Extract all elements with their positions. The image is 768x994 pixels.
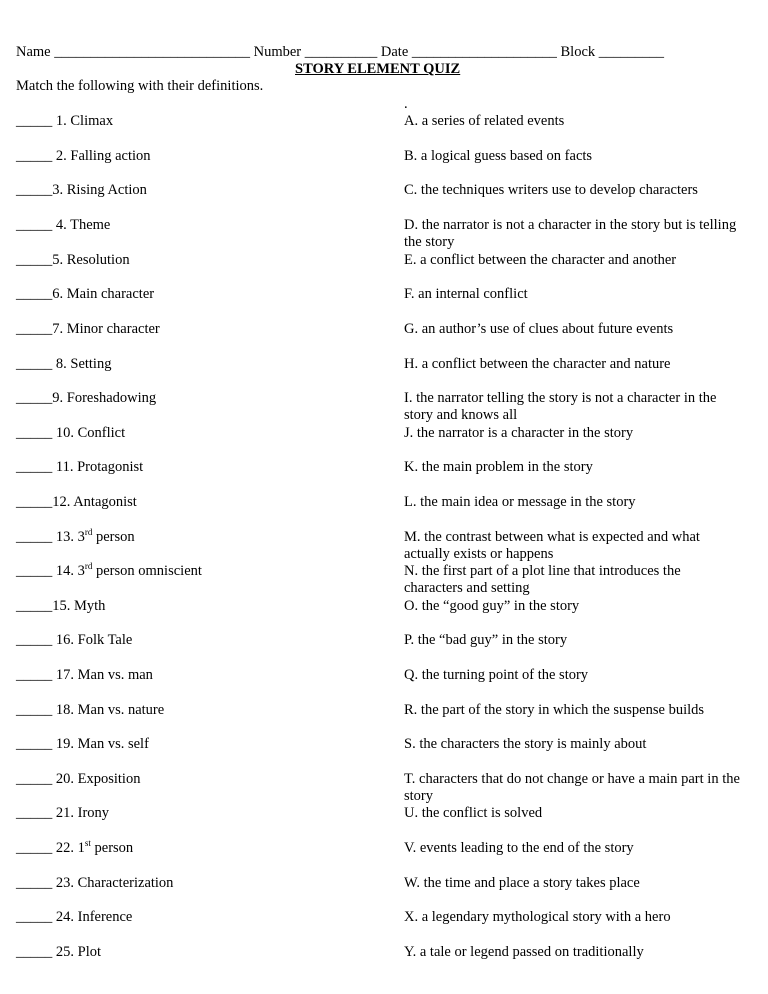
term-20: _____ 20. Exposition xyxy=(16,771,141,787)
term-13 xyxy=(16,529,135,546)
definition-q: Q. the turning point of the story xyxy=(404,667,589,683)
term-22 xyxy=(16,840,133,857)
term-2: _____ 2. Falling action xyxy=(16,148,151,164)
term-5: _____5. Resolution xyxy=(16,252,130,268)
term-13-text: _____ 13. 3 xyxy=(16,529,85,545)
term-21: _____ 21. Irony xyxy=(16,805,110,821)
term-17: _____ 17. Man vs. man xyxy=(16,667,153,683)
term-22-text: _____ 22. 1 xyxy=(16,840,85,856)
definition-g: G. an author’s use of clues about future events xyxy=(404,321,674,337)
instructions: Match the following with their definitions. xyxy=(16,78,264,94)
definition-y: Y. a tale or legend passed on traditionally xyxy=(404,944,644,960)
term-8: _____ 8. Setting xyxy=(16,356,112,372)
definition-w: W. the time and place a story takes place xyxy=(404,875,640,891)
term-24: _____ 24. Inference xyxy=(16,909,133,925)
page-title: STORY ELEMENT QUIZ xyxy=(295,61,461,77)
definition-x: X. a legendary mythological story with a hero xyxy=(404,909,671,925)
definition-t: T. characters that do not change or have a main part in the story xyxy=(404,771,740,804)
definition-o: O. the “good guy” in the story xyxy=(404,598,580,614)
term-1: _____ 1. Climax xyxy=(16,113,114,129)
term-18: _____ 18. Man vs. nature xyxy=(16,702,165,718)
term-23: _____ 23. Characterization xyxy=(16,875,174,891)
term-13-suffix: person xyxy=(92,529,135,545)
definition-e: E. a conflict between the character and another xyxy=(404,252,677,268)
definition-c: C. the techniques writers use to develop characters xyxy=(404,182,698,198)
term-9: _____9. Foreshadowing xyxy=(16,390,157,406)
term-14-suffix: person omniscient xyxy=(92,563,202,579)
definition-b: B. a logical guess based on facts xyxy=(404,148,593,164)
definition-u: U. the conflict is solved xyxy=(404,805,543,821)
term-22-sup: st xyxy=(84,838,91,849)
term-12: _____12. Antagonist xyxy=(16,494,137,510)
definition-p: P. the “bad guy” in the story xyxy=(404,632,568,648)
stray-dot: . xyxy=(404,96,408,112)
term-11: _____ 11. Protagonist xyxy=(16,459,144,475)
definition-i: I. the narrator telling the story is not a character in the story and knows all xyxy=(404,390,717,423)
definition-j: J. the narrator is a character in the story xyxy=(404,425,634,441)
definition-k: K. the main problem in the story xyxy=(404,459,593,475)
definition-d: D. the narrator is not a character in the story but is telling the story xyxy=(404,217,737,250)
term-14-text: _____ 14. 3 xyxy=(16,563,85,579)
term-14 xyxy=(16,563,202,580)
definition-l: L. the main idea or message in the story xyxy=(404,494,636,510)
definition-f: F. an internal conflict xyxy=(404,286,528,302)
term-16: _____ 16. Folk Tale xyxy=(16,632,133,648)
term-19: _____ 19. Man vs. self xyxy=(16,736,149,752)
definition-m: M. the contrast between what is expected and what actually exists or happens xyxy=(404,529,700,562)
term-14-sup: rd xyxy=(84,561,93,572)
header-line: Name ___________________________ Number __________ Date ____________________ Block _________ xyxy=(16,44,665,60)
definition-h: H. a conflict between the character and nature xyxy=(404,356,671,372)
term-10: _____ 10. Conflict xyxy=(16,425,126,441)
definition-r: R. the part of the story in which the suspense builds xyxy=(404,702,705,718)
term-4: _____ 4. Theme xyxy=(16,217,111,233)
term-13-sup: rd xyxy=(84,527,93,538)
definition-s: S. the characters the story is mainly about xyxy=(404,736,647,752)
term-22-suffix: person xyxy=(90,840,134,856)
term-6: _____6. Main character xyxy=(16,286,155,302)
term-7: _____7. Minor character xyxy=(16,321,160,337)
definition-a: A. a series of related events xyxy=(404,113,565,129)
term-15: _____15. Myth xyxy=(16,598,106,614)
definition-v: V. events leading to the end of the story xyxy=(404,840,634,856)
term-25: _____ 25. Plot xyxy=(16,944,101,960)
term-3: _____3. Rising Action xyxy=(16,182,147,198)
definition-n: N. the first part of a plot line that introduces the characters and setting xyxy=(404,563,681,596)
